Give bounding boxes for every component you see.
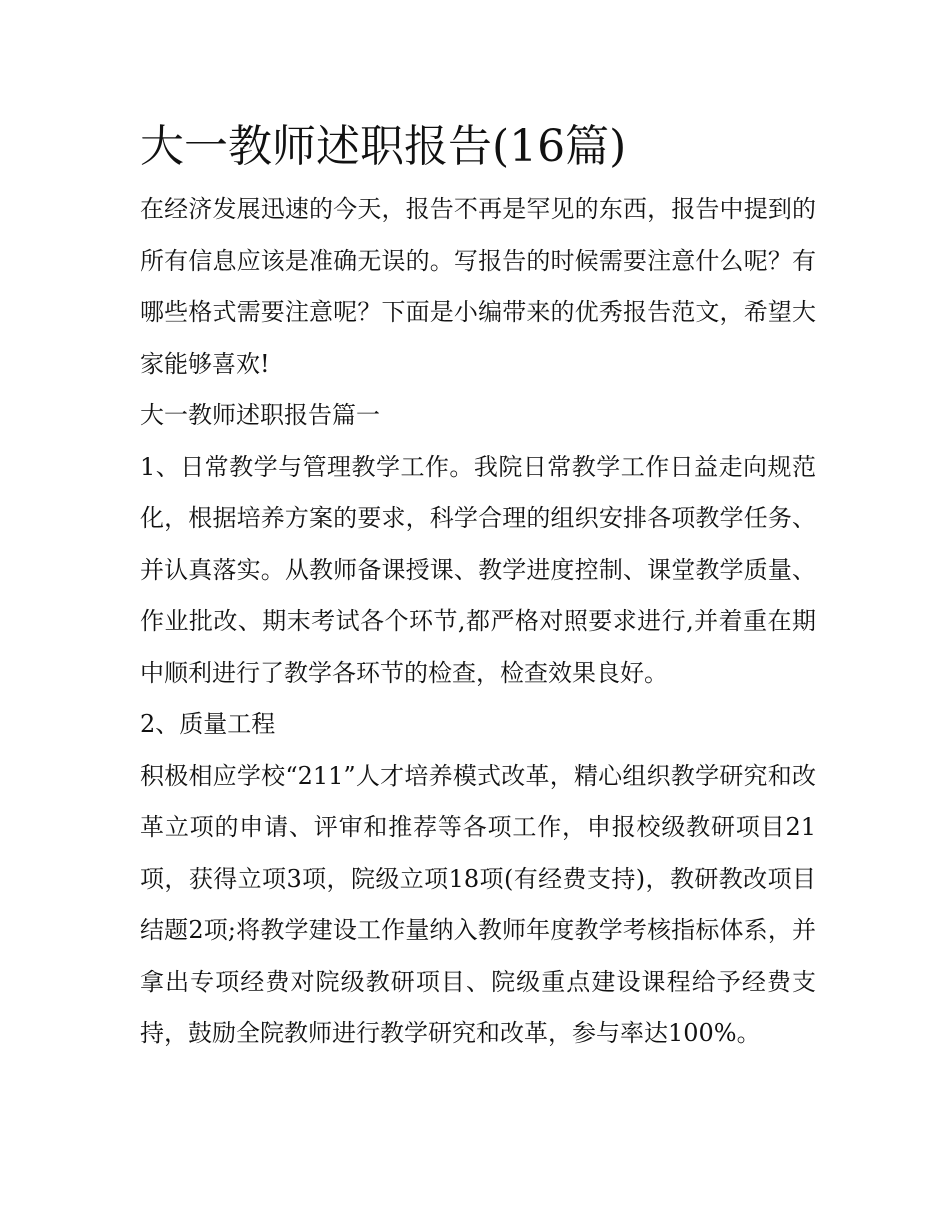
document-title: 大一教师述职报告(16篇) [140, 121, 627, 172]
intro-paragraph: 在经济发展迅速的今天，报告不再是罕见的东西，报告中提到的所有信息应该是准确无误的。写报告的时候需要注意什么呢？有哪些格式需要注意呢？下面是小编带来的优秀报告范文，希望大家能够喜欢! [140, 195, 816, 378]
paragraph-quality-project: 积极相应学校“211”人才培养模式改革，精心组织教学研究和改革立项的申请、评审和推荐等各项工作，申报校级教研项目21项，获得立项3项，院级立项18项(有经费支持)，教研教改项目结题2项;将教学建设工作量纳入教师年度教学考核指标体系，并拿出专项经费对院级教研项目、院级重点建设课程给予经费支持，鼓励全院教师进行教学研究和改革，参与率达100%。 [140, 761, 816, 1047]
paragraph-daily-teaching: 1、日常教学与管理教学工作。我院日常教学工作日益走向规范化，根据培养方案的要求，科学合理的组织安排各项教学任务、并认真落实。从教师备课授课、教学进度控制、课堂教学质量、作业批改、期末考试各个环节,都严格对照要求进行,并着重在期中顺利进行了教学各环节的检查，检查效果良好。 [140, 452, 816, 687]
subheading-quality-project: 2、质量工程 [140, 710, 276, 738]
section-heading-part-one: 大一教师述职报告篇一 [140, 401, 380, 429]
document-page [140, 112, 816, 1060]
